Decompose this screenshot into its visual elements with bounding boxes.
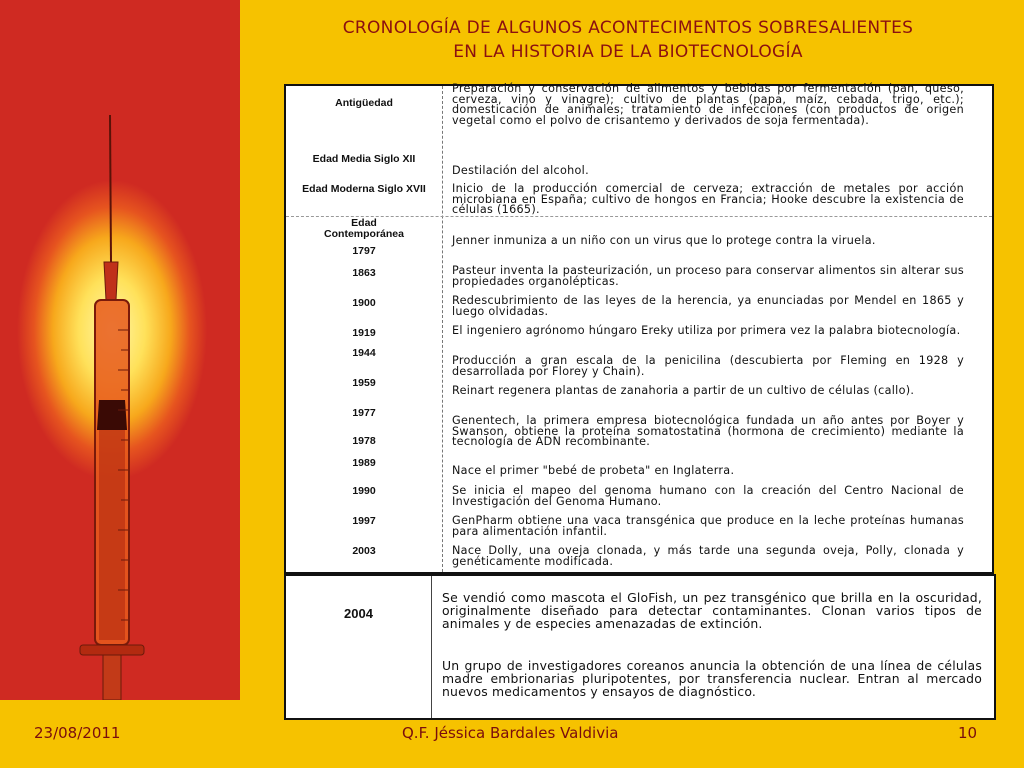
page-number: 10 bbox=[958, 724, 978, 742]
row-separator bbox=[286, 216, 992, 217]
period-label: 2003 bbox=[352, 545, 376, 557]
title-line-2: EN LA HISTORIA DE LA BIOTECNOLOGÍA bbox=[453, 42, 803, 62]
period-description: Producción a gran escala de la penicilina (descubierta por Fleming en 1928 y desarrollada por Florey y Chain). bbox=[452, 354, 964, 378]
period-description: Nace Dolly, una oveja clonada, y más tarde una segunda oveja, Polly, clonada y genéticamente modificada. bbox=[452, 544, 964, 568]
period-label: 2004 bbox=[344, 606, 373, 621]
column-divider bbox=[442, 86, 443, 572]
period-label: 1900 bbox=[352, 297, 376, 309]
period-description: Inicio de la producción comercial de cerveza; extracción de metales por acción microbiana en España; cultivo de hongos en Francia; Hooke descubre la existencia de células (1665). bbox=[452, 182, 964, 216]
period-description: Se inicia el mapeo del genoma humano con la creación del Centro Nacional de Investigación del Genoma Humano. bbox=[452, 484, 964, 508]
period-label: 1863 bbox=[352, 267, 376, 279]
period-label: 1997 bbox=[352, 515, 376, 527]
period-label: 1989 bbox=[352, 457, 376, 469]
period-label: Antigüedad bbox=[335, 97, 393, 109]
period-label: 1797 bbox=[352, 245, 376, 257]
period-label: Edad Media Siglo XII bbox=[312, 153, 416, 165]
period-label: 1978 bbox=[352, 435, 376, 447]
period-label: 1959 bbox=[352, 377, 376, 389]
period-description: Un grupo de investigadores coreanos anuncia la obtención de una línea de células madre embrionarias pluripotentes, por transferencia nuclear. Entran al mercado nuevos medicamentos y ensayos de diagnóstico. bbox=[442, 658, 982, 699]
timeline-table bbox=[284, 84, 994, 574]
period-description: Nace el primer "bebé de probeta" en Inglaterra. bbox=[452, 464, 735, 477]
period-description: Redescubrimiento de las leyes de la herencia, ya enunciadas por Mendel en 1865 y luego olvidadas. bbox=[452, 294, 964, 318]
syringe-icon bbox=[0, 0, 240, 700]
period-description: Preparación y conservación de alimentos y bebidas por fermentación (pan, queso, cerveza, vino y vinagre); cultivo de plantas (papa, maíz, cebada, trigo, etc.); domesticación de animales; tratamiento de infecciones (con productos de origen vegetal como el polvo de crisantemo y derivados de soja fermentada). bbox=[452, 82, 964, 127]
period-label: Edad Moderna Siglo XVII bbox=[302, 183, 426, 195]
period-description: Genentech, la primera empresa biotecnológica fundada un año antes por Boyer y Swanson, obtiene la proteína somatostatina (hormona de crecimiento) mediante la tecnología de ADN recombinante. bbox=[452, 414, 964, 448]
slide-title bbox=[258, 16, 998, 64]
period-label: 1990 bbox=[352, 485, 376, 497]
footer-date: 23/08/2011 bbox=[34, 724, 121, 742]
period-label: 1944 bbox=[352, 347, 376, 359]
footer-author: Q.F. Jéssica Bardales Valdivia bbox=[402, 724, 619, 742]
period-description: El ingeniero agrónomo húngaro Ereky utiliza por primera vez la palabra biotecnología. bbox=[452, 324, 961, 337]
period-description: Reinart regenera plantas de zanahoria a partir de un cultivo de células (callo). bbox=[452, 384, 915, 397]
timeline-table-2004 bbox=[284, 574, 996, 720]
column-divider bbox=[431, 576, 432, 718]
period-description: Pasteur inventa la pasteurización, un proceso para conservar alimentos sin alterar sus propiedades organolépticas. bbox=[452, 264, 964, 288]
period-description: GenPharm obtiene una vaca transgénica que produce en la leche proteínas humanas para alimentación infantil. bbox=[452, 514, 964, 538]
title-line-1: CRONOLOGÍA DE ALGUNOS ACONTECIMENTOS SOBRESALIENTES bbox=[342, 18, 914, 38]
period-description: Destilación del alcohol. bbox=[452, 164, 589, 177]
period-label: 1977 bbox=[352, 407, 376, 419]
period-description: Jenner inmuniza a un niño con un virus que lo protege contra la viruela. bbox=[452, 234, 876, 247]
period-label: 1919 bbox=[352, 327, 376, 339]
period-label: Edad Contemporánea bbox=[324, 217, 404, 240]
syringe-image bbox=[0, 0, 240, 700]
period-description: Se vendió como mascota el GloFish, un pez transgénico que brilla en la oscuridad, originalmente diseñado para detectar contaminantes. Clonan varios tipos de animales y de especies amenazadas de extinción. bbox=[442, 590, 982, 631]
